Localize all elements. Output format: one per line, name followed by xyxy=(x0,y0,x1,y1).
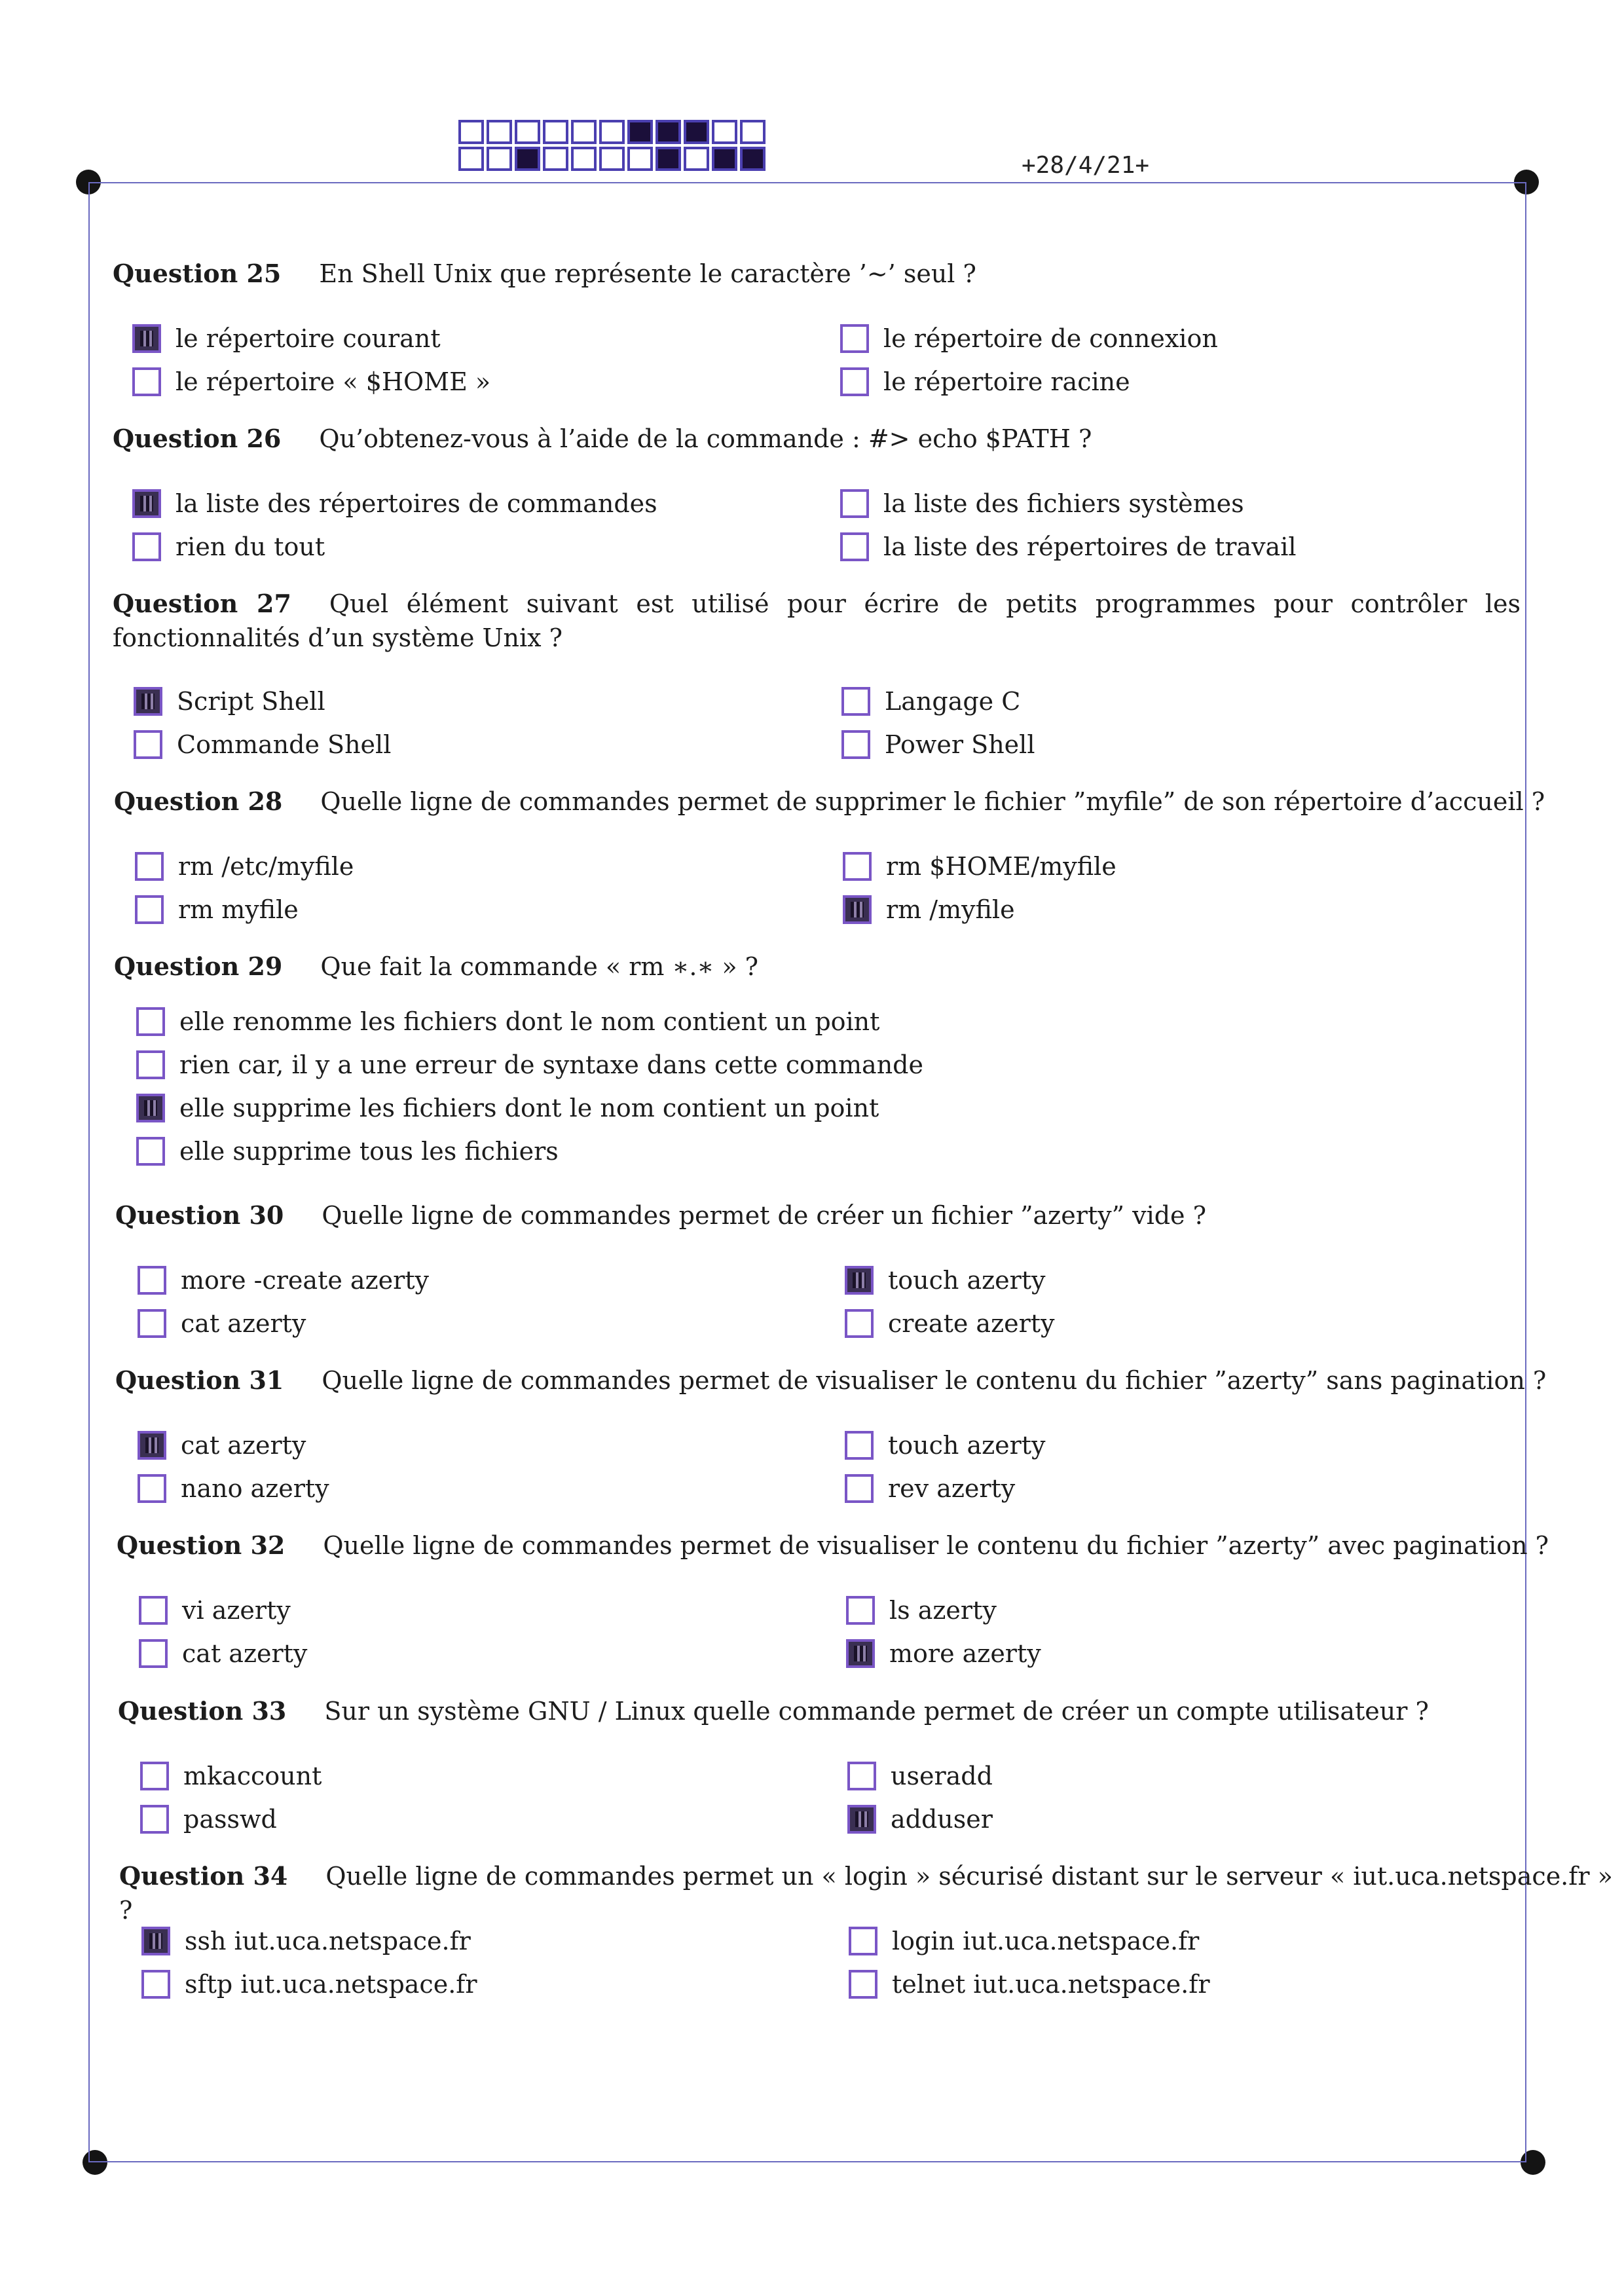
page-id: +28/4/21+ xyxy=(1022,152,1150,179)
option-label: vi azerty xyxy=(182,1596,291,1625)
question-text: Quelle ligne de commandes permet de visualiser le contenu du fichier ”azerty” avec pagination ? xyxy=(323,1531,1549,1560)
question-26 xyxy=(113,422,1092,456)
option-label: la liste des répertoires de travail xyxy=(883,532,1297,561)
option-label: nano azerty xyxy=(181,1474,329,1503)
barcode-cell xyxy=(515,147,540,171)
question-text: Sur un système GNU / Linux quelle commande permet de créer un compte utilisateur ? xyxy=(324,1697,1429,1726)
barcode-cell xyxy=(740,147,766,171)
answer-option[interactable] xyxy=(141,1966,477,2003)
barcode-cell xyxy=(655,147,681,171)
barcode-row xyxy=(458,120,768,144)
option-label: ssh iut.uca.netspace.fr xyxy=(185,1927,471,1955)
barcode-cell xyxy=(684,147,709,171)
barcode-cell xyxy=(458,147,484,171)
option-label: useradd xyxy=(891,1762,993,1790)
answer-option[interactable] xyxy=(136,1133,559,1170)
answer-option[interactable] xyxy=(140,1801,277,1838)
option-label: rm $HOME/myfile xyxy=(886,852,1116,881)
option-label: login iut.uca.netspace.fr xyxy=(892,1927,1200,1955)
question-text: Quelle ligne de commandes permet de créer un fichier ”azerty” vide ? xyxy=(322,1201,1206,1230)
checkbox[interactable] xyxy=(841,730,870,759)
option-label: le répertoire courant xyxy=(175,324,441,353)
barcode-cell xyxy=(712,147,737,171)
question-text: Quelle ligne de commandes permet de supprimer le fichier ”myfile” de son répertoire d’accueil ? xyxy=(320,787,1545,816)
option-label: Script Shell xyxy=(177,687,325,716)
answer-option[interactable] xyxy=(134,683,325,720)
option-label: elle supprime les fichiers dont le nom contient un point xyxy=(179,1094,879,1122)
option-label: rm /myfile xyxy=(886,895,1015,924)
option-label: le répertoire « $HOME » xyxy=(175,367,491,396)
checkbox[interactable] xyxy=(846,1639,875,1668)
question-27 xyxy=(113,587,1521,655)
question-number: Question 27 xyxy=(113,589,291,618)
option-label: elle supprime tous les fichiers xyxy=(179,1137,559,1166)
option-label: rev azerty xyxy=(888,1474,1016,1503)
checkbox[interactable] xyxy=(840,532,869,561)
option-label: more azerty xyxy=(889,1639,1041,1668)
question-number: Question 25 xyxy=(113,259,282,288)
answer-option[interactable] xyxy=(843,891,1015,928)
option-label: cat azerty xyxy=(181,1431,306,1460)
checkbox[interactable] xyxy=(845,1309,874,1338)
question-29 xyxy=(114,950,758,984)
answer-option[interactable] xyxy=(840,528,1297,565)
option-label: ls azerty xyxy=(889,1596,997,1625)
checkbox[interactable] xyxy=(136,1007,165,1036)
option-label: Power Shell xyxy=(885,730,1035,759)
option-label: passwd xyxy=(183,1805,277,1834)
barcode-cell xyxy=(599,147,625,171)
answer-option[interactable] xyxy=(139,1592,291,1629)
answer-option[interactable] xyxy=(849,1966,1209,2003)
checkbox[interactable] xyxy=(841,687,870,716)
checkbox[interactable] xyxy=(136,1094,165,1122)
checkbox[interactable] xyxy=(138,1474,166,1503)
option-label: le répertoire de connexion xyxy=(883,324,1218,353)
checkbox[interactable] xyxy=(136,1050,165,1079)
question-text: Quelle ligne de commandes permet un « login » sécurisé distant sur le serveur « iut.uca.netspace.fr » ? xyxy=(119,1862,1613,1925)
barcode-cell xyxy=(627,120,653,144)
option-label: mkaccount xyxy=(183,1762,322,1790)
checkbox[interactable] xyxy=(135,852,164,881)
checkbox[interactable] xyxy=(134,730,162,759)
option-label: touch azerty xyxy=(888,1431,1046,1460)
checkbox[interactable] xyxy=(845,1474,874,1503)
option-label: sftp iut.uca.netspace.fr xyxy=(185,1970,477,1999)
option-label: le répertoire racine xyxy=(883,367,1130,396)
answer-option[interactable] xyxy=(845,1262,1046,1299)
option-label: more -create azerty xyxy=(181,1266,429,1295)
barcode-cell xyxy=(487,147,512,171)
checkbox[interactable] xyxy=(138,1431,166,1460)
option-label: telnet iut.uca.netspace.fr xyxy=(892,1970,1210,1999)
barcode-row xyxy=(458,147,768,171)
checkbox[interactable] xyxy=(840,489,869,518)
answer-option[interactable] xyxy=(132,320,441,357)
checkbox[interactable] xyxy=(847,1762,876,1790)
barcode-cell xyxy=(740,120,766,144)
option-label: create azerty xyxy=(888,1309,1055,1338)
answer-option[interactable] xyxy=(845,1470,1015,1507)
question-30 xyxy=(115,1198,1206,1232)
answer-option[interactable] xyxy=(141,1923,471,1959)
barcode-cell xyxy=(487,120,512,144)
question-number: Question 28 xyxy=(114,787,283,816)
answer-option[interactable] xyxy=(132,363,490,400)
question-number: Question 26 xyxy=(113,424,282,453)
question-number: Question 31 xyxy=(115,1365,284,1395)
question-28 xyxy=(114,785,1545,819)
option-label: rm myfile xyxy=(178,895,299,924)
answer-option[interactable] xyxy=(134,726,391,763)
option-label: rien du tout xyxy=(175,532,325,561)
question-number: Question 29 xyxy=(114,952,283,981)
question-number: Question 32 xyxy=(117,1530,286,1560)
barcode-cell xyxy=(599,120,625,144)
question-34 xyxy=(119,1859,1624,1927)
answer-option[interactable] xyxy=(139,1635,307,1672)
answer-option[interactable] xyxy=(136,1003,879,1040)
checkbox[interactable] xyxy=(845,1266,874,1295)
question-number: Question 30 xyxy=(115,1200,284,1230)
answer-option[interactable] xyxy=(140,1758,322,1794)
barcode-cell xyxy=(571,147,597,171)
answer-option[interactable] xyxy=(845,1427,1046,1464)
answer-option[interactable] xyxy=(132,528,325,565)
answer-option[interactable] xyxy=(136,1046,923,1083)
checkbox[interactable] xyxy=(138,1266,166,1295)
option-label: la liste des répertoires de commandes xyxy=(175,489,657,518)
checkbox[interactable] xyxy=(135,895,164,924)
option-label: elle renomme les fichiers dont le nom contient un point xyxy=(179,1007,880,1036)
answer-option[interactable] xyxy=(840,363,1130,400)
barcode-cell xyxy=(543,147,568,171)
checkbox[interactable] xyxy=(132,532,161,561)
option-label: la liste des fichiers systèmes xyxy=(883,489,1244,518)
checkbox[interactable] xyxy=(132,324,161,353)
page-barcode xyxy=(458,120,768,174)
checkbox[interactable] xyxy=(140,1762,169,1790)
checkbox[interactable] xyxy=(132,367,161,396)
option-label: Langage C xyxy=(885,687,1021,716)
checkbox[interactable] xyxy=(141,1927,170,1955)
answer-option[interactable] xyxy=(846,1592,997,1629)
checkbox[interactable] xyxy=(843,852,872,881)
answer-option[interactable] xyxy=(136,1090,879,1126)
checkbox[interactable] xyxy=(847,1805,876,1834)
option-label: cat azerty xyxy=(182,1639,308,1668)
checkbox[interactable] xyxy=(849,1927,877,1955)
answer-option[interactable] xyxy=(138,1262,429,1299)
question-text: Quel élément suivant est utilisé pour écrire de petits programmes pour contrôler les fonctionnalités d’un système Unix ? xyxy=(113,589,1521,652)
barcode-cell xyxy=(458,120,484,144)
checkbox[interactable] xyxy=(843,895,872,924)
checkbox[interactable] xyxy=(840,324,869,353)
answer-option[interactable] xyxy=(132,485,657,522)
checkbox[interactable] xyxy=(138,1309,166,1338)
option-label: adduser xyxy=(891,1805,993,1834)
answer-option[interactable] xyxy=(841,683,1020,720)
checkbox[interactable] xyxy=(840,367,869,396)
barcode-cell xyxy=(712,120,737,144)
question-33 xyxy=(118,1694,1429,1728)
barcode-cell xyxy=(684,120,709,144)
answer-option[interactable] xyxy=(846,1635,1041,1672)
barcode-cell xyxy=(627,147,653,171)
answer-option[interactable] xyxy=(135,848,354,885)
barcode-cell xyxy=(655,120,681,144)
checkbox[interactable] xyxy=(849,1970,877,1999)
barcode-cell xyxy=(571,120,597,144)
checkbox[interactable] xyxy=(132,489,161,518)
checkbox[interactable] xyxy=(141,1970,170,1999)
barcode-cell xyxy=(515,120,540,144)
checkbox[interactable] xyxy=(134,687,162,716)
checkbox[interactable] xyxy=(139,1639,168,1668)
answer-option[interactable] xyxy=(840,485,1244,522)
answer-option[interactable] xyxy=(841,726,1035,763)
checkbox[interactable] xyxy=(140,1805,169,1834)
checkbox[interactable] xyxy=(139,1596,168,1625)
question-31 xyxy=(115,1363,1546,1398)
answer-option[interactable] xyxy=(138,1470,329,1507)
option-label: cat azerty xyxy=(181,1309,306,1338)
answer-option[interactable] xyxy=(138,1427,306,1464)
question-text: Qu’obtenez-vous à l’aide de la commande : #> echo $PATH ? xyxy=(319,424,1092,453)
option-label: Commande Shell xyxy=(177,730,392,759)
checkbox[interactable] xyxy=(136,1137,165,1166)
answer-option[interactable] xyxy=(849,1923,1199,1959)
answer-option[interactable] xyxy=(138,1305,306,1342)
option-label: rien car, il y a une erreur de syntaxe dans cette commande xyxy=(179,1050,923,1079)
answer-option[interactable] xyxy=(847,1758,993,1794)
question-text: En Shell Unix que représente le caractère ’∼’ seul ? xyxy=(319,259,976,288)
answer-option[interactable] xyxy=(840,320,1218,357)
option-label: rm /etc/myfile xyxy=(178,852,354,881)
answer-option[interactable] xyxy=(843,848,1116,885)
question-text: Quelle ligne de commandes permet de visualiser le contenu du fichier ”azerty” sans pagination ? xyxy=(322,1366,1547,1395)
question-25 xyxy=(113,257,976,291)
checkbox[interactable] xyxy=(845,1431,874,1460)
answer-option[interactable] xyxy=(847,1801,993,1838)
question-number: Question 33 xyxy=(118,1696,287,1726)
option-label: touch azerty xyxy=(888,1266,1046,1295)
question-32 xyxy=(117,1528,1549,1563)
question-text: Que fait la commande « rm ∗.∗ » ? xyxy=(320,952,759,981)
answer-option[interactable] xyxy=(845,1305,1055,1342)
question-number: Question 34 xyxy=(119,1861,288,1891)
barcode-cell xyxy=(543,120,568,144)
checkbox[interactable] xyxy=(846,1596,875,1625)
answer-option[interactable] xyxy=(135,891,299,928)
